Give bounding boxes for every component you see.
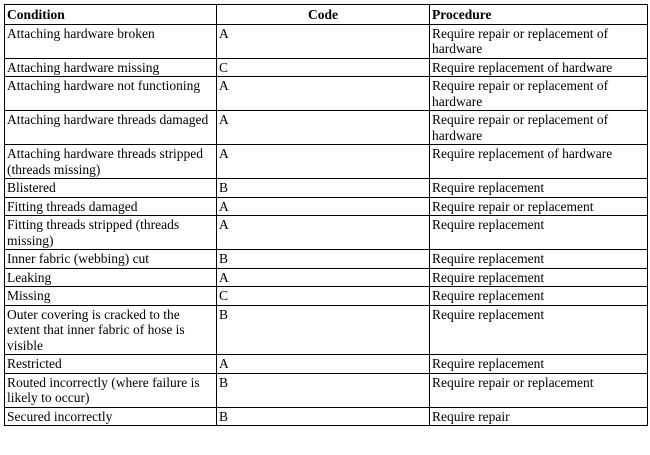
condition-code-procedure-table [4,4,648,426]
condition-cell: Attaching hardware missing [5,58,217,77]
table-row [5,24,648,58]
table-row [5,111,648,145]
code-cell: B [217,305,430,355]
procedure-cell: Require replacement [430,179,648,198]
condition-cell: Fitting threads damaged [5,197,217,216]
procedure-cell: Require replacement [430,250,648,269]
code-cell: B [217,373,430,407]
condition-cell: Missing [5,287,217,306]
condition-column-header: Condition [5,5,217,25]
procedure-cell: Require replacement of hardware [430,58,648,77]
code-cell: A [217,268,430,287]
condition-cell: Secured incorrectly [5,407,217,426]
procedure-cell: Require repair or replacement of hardware [430,24,648,58]
condition-code-procedure-table-container [4,4,647,426]
table-row [5,355,648,374]
code-cell: C [217,287,430,306]
code-cell: C [217,58,430,77]
procedure-cell: Require replacement [430,355,648,374]
procedure-cell: Require repair or replacement [430,197,648,216]
condition-cell: Leaking [5,268,217,287]
table-row [5,287,648,306]
code-cell: B [217,250,430,269]
procedure-cell: Require repair [430,407,648,426]
table-row [5,305,648,355]
table-row [5,197,648,216]
table-row [5,268,648,287]
condition-cell: Restricted [5,355,217,374]
table-row [5,77,648,111]
table-header [5,5,648,25]
procedure-cell: Require replacement [430,305,648,355]
condition-cell: Attaching hardware threads stripped (threads missing) [5,145,217,179]
code-cell: A [217,24,430,58]
code-column-header: Code [217,5,430,25]
procedure-cell: Require repair or replacement [430,373,648,407]
condition-cell: Routed incorrectly (where failure is likely to occur) [5,373,217,407]
header-row [5,5,648,25]
table-row [5,179,648,198]
code-cell: A [217,145,430,179]
condition-cell: Attaching hardware not functioning [5,77,217,111]
code-cell: A [217,355,430,374]
procedure-cell: Require repair or replacement of hardware [430,111,648,145]
code-cell: A [217,216,430,250]
condition-cell: Attaching hardware broken [5,24,217,58]
condition-cell: Outer covering is cracked to the extent that inner fabric of hose is visible [5,305,217,355]
procedure-cell: Require replacement of hardware [430,145,648,179]
code-cell: B [217,407,430,426]
code-cell: B [217,179,430,198]
table-body [5,24,648,426]
condition-cell: Inner fabric (webbing) cut [5,250,217,269]
table-row [5,373,648,407]
table-row [5,216,648,250]
procedure-cell: Require replacement [430,216,648,250]
procedure-cell: Require replacement [430,268,648,287]
table-row [5,250,648,269]
condition-cell: Fitting threads stripped (threads missing) [5,216,217,250]
procedure-column-header: Procedure [430,5,648,25]
code-cell: A [217,77,430,111]
table-row [5,145,648,179]
condition-cell: Blistered [5,179,217,198]
table-row [5,407,648,426]
condition-cell: Attaching hardware threads damaged [5,111,217,145]
table-row [5,58,648,77]
procedure-cell: Require repair or replacement of hardware [430,77,648,111]
code-cell: A [217,111,430,145]
procedure-cell: Require replacement [430,287,648,306]
code-cell: A [217,197,430,216]
